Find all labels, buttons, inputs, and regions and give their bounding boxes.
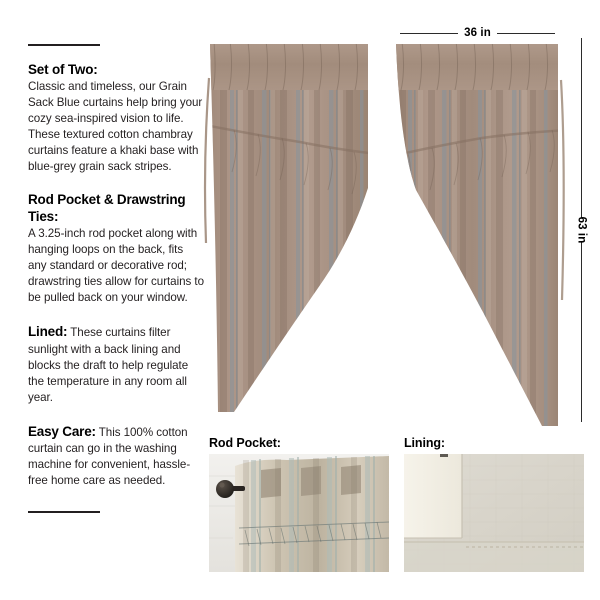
- feature-body-text: These curtains filter sunlight with a back lining and blocks the draft to help regulate the temperature in any room all year.: [28, 326, 189, 404]
- drawstring-tie: [561, 80, 564, 300]
- rod-finial-icon: [216, 480, 234, 498]
- feature-text-column: [28, 44, 204, 513]
- detail-lining: [404, 436, 584, 572]
- dimension-line-segment-right: [497, 33, 555, 34]
- height-dimension-label: 63 in: [575, 216, 587, 244]
- feature-heading: Set of Two:: [28, 62, 98, 77]
- feature-body: Classic and timeless, our Grain Sack Blue curtains help bring your cozy sea-inspired vision to life. These textured cotton chambray curtains feature a khaki base with blue-grey grain sack stripes.: [28, 80, 203, 174]
- feature-heading: Lined:: [28, 324, 68, 340]
- feature-block-rod-pocket: [28, 192, 204, 306]
- rod-pocket-header: [392, 38, 570, 90]
- dimension-line-segment-top: [581, 38, 582, 218]
- feature-body-text: This 100% cotton curtain can go in the washing machine for convenient, hassle-free home care as needed.: [28, 425, 191, 488]
- detail-rod-pocket: [209, 436, 389, 572]
- feature-body: [28, 423, 204, 490]
- detail-label: Rod Pocket:: [209, 436, 281, 450]
- width-dimension-label: 36 in: [464, 27, 491, 39]
- height-dimension-line: [574, 38, 588, 422]
- rod-pocket-photo: [209, 454, 389, 572]
- feature-block-set-of-two: [28, 62, 204, 175]
- feature-body: [28, 323, 204, 406]
- lining-photo: [404, 454, 584, 572]
- feature-heading: Rod Pocket & Drawstring Ties:: [28, 192, 186, 224]
- dimension-line-segment-left: [400, 33, 458, 34]
- feature-body: A 3.25-inch rod pocket along with hanging loops on the back, fits any standard or decorative rod; drawstring ties allow for curtains to be pulled back on your window.: [28, 227, 204, 305]
- lining-flap: [404, 454, 462, 538]
- drawstring-tie: [205, 78, 209, 243]
- detail-label: Lining:: [404, 436, 445, 450]
- feature-block-lined: [28, 323, 204, 406]
- curtain-panel-right: [392, 38, 570, 428]
- feature-heading: Easy Care:: [28, 423, 96, 439]
- lining-hem: [404, 542, 584, 572]
- curtain-panel-left: [200, 38, 378, 428]
- curtain-product-image: [196, 38, 576, 428]
- feature-block-easy-care: [28, 423, 204, 490]
- lining-tag: [440, 454, 448, 457]
- dimension-line-segment-bottom: [581, 242, 582, 422]
- bottom-divider-rule: [28, 511, 100, 513]
- top-divider-rule: [28, 44, 100, 46]
